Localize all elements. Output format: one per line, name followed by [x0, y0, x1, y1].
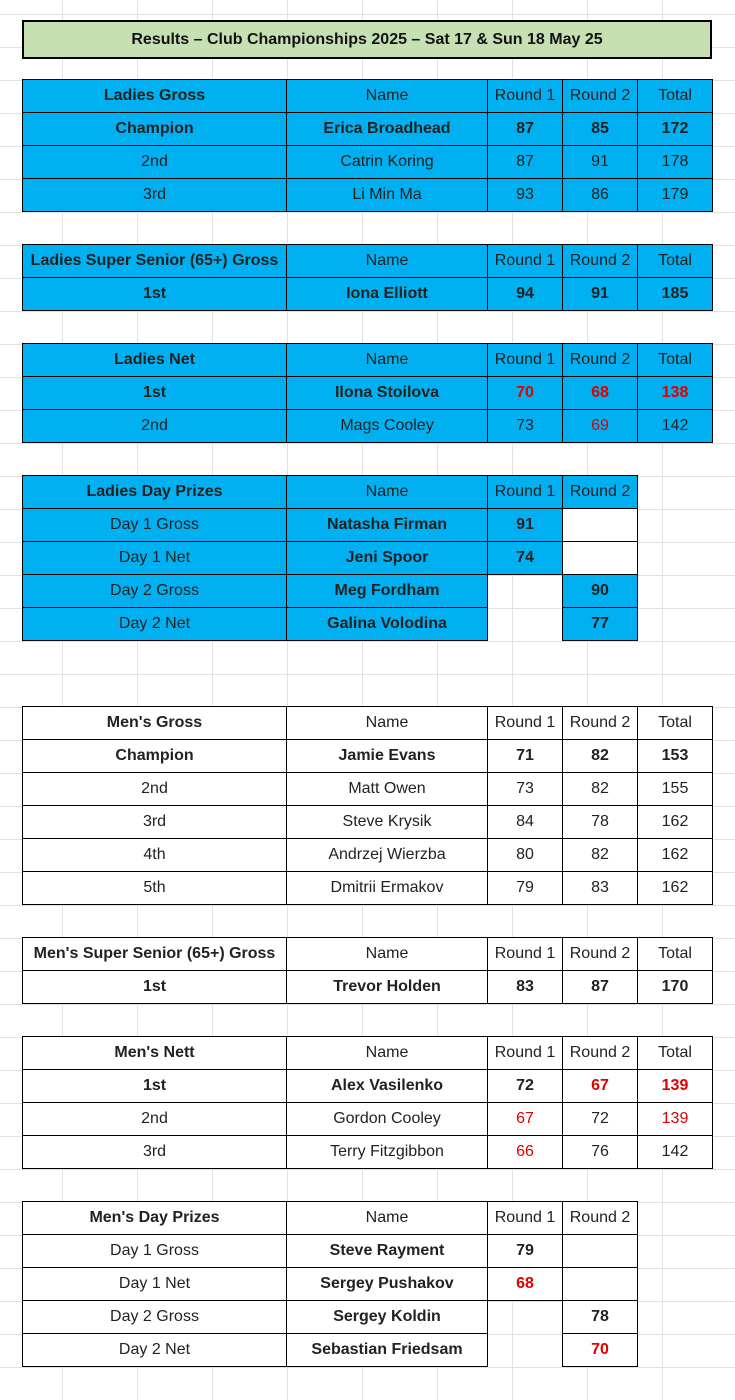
cell-category: 2nd [23, 410, 287, 443]
table-row [23, 839, 713, 872]
ladies-day-prizes-table [22, 475, 713, 641]
cell-round-2: 83 [563, 872, 638, 905]
table-row [23, 1235, 713, 1268]
table-row [23, 1136, 713, 1169]
table-header-row [23, 938, 713, 971]
cell-total: 162 [638, 839, 713, 872]
cell-total: 139 [638, 1070, 713, 1103]
header-round-2: Round 2 [563, 1202, 638, 1235]
cell-round-2: 90 [563, 575, 638, 608]
header-round-2: Round 2 [563, 938, 638, 971]
blank-score-cell [563, 1268, 638, 1301]
table-header-row [23, 476, 713, 509]
mens-super-senior-gross-table [22, 937, 713, 1004]
cell-name: Iona Elliott [287, 278, 488, 311]
cell-category: 2nd [23, 146, 287, 179]
empty-cell [638, 1301, 713, 1334]
cell-category: 1st [23, 377, 287, 410]
cell-name: Catrin Koring [287, 146, 488, 179]
cell-total: 142 [638, 1136, 713, 1169]
cell-total: 139 [638, 1103, 713, 1136]
cell-total: 178 [638, 146, 713, 179]
cell-round-2: 82 [563, 740, 638, 773]
cell-round-1: 93 [488, 179, 563, 212]
cell-total: 172 [638, 113, 713, 146]
table-row [23, 806, 713, 839]
table-row [23, 1301, 713, 1334]
cell-category: Champion [23, 113, 287, 146]
header-name: Name [287, 344, 488, 377]
table-row [23, 740, 713, 773]
mens-nett-table [22, 1036, 713, 1169]
header-total: Total [638, 80, 713, 113]
empty-cell [638, 1334, 713, 1367]
table-row [23, 542, 713, 575]
table-row [23, 1070, 713, 1103]
table-row [23, 1334, 713, 1367]
mens-gross-table [22, 706, 713, 905]
cell-name: Mags Cooley [287, 410, 488, 443]
table-row [23, 1103, 713, 1136]
cell-category: 1st [23, 278, 287, 311]
table-header-row [23, 1202, 713, 1235]
table-header-row [23, 344, 713, 377]
blank-score-cell [488, 1334, 563, 1367]
table-row [23, 377, 713, 410]
page-title: Results – Club Championships 2025 – Sat 17 & Sun 18 May 25 [22, 20, 712, 59]
cell-round-2: 72 [563, 1103, 638, 1136]
cell-category: Day 2 Gross [23, 1301, 287, 1334]
cell-category: 2nd [23, 1103, 287, 1136]
blank-score-cell [563, 509, 638, 542]
header-name: Name [287, 1202, 488, 1235]
cell-round-1: 94 [488, 278, 563, 311]
cell-round-1: 73 [488, 773, 563, 806]
table-row [23, 1268, 713, 1301]
table-header-row [23, 245, 713, 278]
blank-score-cell [488, 1301, 563, 1334]
cell-round-2: 91 [563, 146, 638, 179]
header-round-2: Round 2 [563, 344, 638, 377]
cell-round-2: 67 [563, 1070, 638, 1103]
cell-round-1: 74 [488, 542, 563, 575]
cell-round-2: 70 [563, 1334, 638, 1367]
cell-category: Day 1 Net [23, 1268, 287, 1301]
table-header-row [23, 707, 713, 740]
cell-round-1: 87 [488, 113, 563, 146]
header-category: Ladies Super Senior (65+) Gross [23, 245, 287, 278]
header-category: Men's Nett [23, 1037, 287, 1070]
cell-total: 170 [638, 971, 713, 1004]
cell-name: Steve Krysik [287, 806, 488, 839]
empty-cell [638, 1235, 713, 1268]
cell-total: 155 [638, 773, 713, 806]
cell-name: Steve Rayment [287, 1235, 488, 1268]
empty-cell [638, 575, 713, 608]
cell-category: 3rd [23, 179, 287, 212]
table-row [23, 971, 713, 1004]
cell-round-2: 68 [563, 377, 638, 410]
cell-round-1: 67 [488, 1103, 563, 1136]
cell-name: Galina Volodina [287, 608, 488, 641]
empty-cell [638, 509, 713, 542]
cell-round-1: 80 [488, 839, 563, 872]
header-round-1: Round 1 [488, 344, 563, 377]
header-category: Men's Day Prizes [23, 1202, 287, 1235]
header-round-2: Round 2 [563, 707, 638, 740]
cell-round-2: 87 [563, 971, 638, 1004]
cell-total: 142 [638, 410, 713, 443]
cell-round-1: 66 [488, 1136, 563, 1169]
header-name: Name [287, 938, 488, 971]
cell-round-2: 85 [563, 113, 638, 146]
cell-category: 2nd [23, 773, 287, 806]
header-total: Total [638, 938, 713, 971]
cell-round-1: 72 [488, 1070, 563, 1103]
header-category: Men's Super Senior (65+) Gross [23, 938, 287, 971]
cell-name: Sergey Koldin [287, 1301, 488, 1334]
cell-name: Jeni Spoor [287, 542, 488, 575]
cell-round-1: 71 [488, 740, 563, 773]
ladies-gross-table [22, 79, 713, 212]
cell-round-1: 84 [488, 806, 563, 839]
cell-name: Meg Fordham [287, 575, 488, 608]
table-row [23, 278, 713, 311]
cell-name: Terry Fitzgibbon [287, 1136, 488, 1169]
cell-round-2: 82 [563, 773, 638, 806]
header-round-1: Round 1 [488, 80, 563, 113]
cell-category: Day 1 Gross [23, 1235, 287, 1268]
cell-category: 3rd [23, 806, 287, 839]
cell-category: 4th [23, 839, 287, 872]
header-round-1: Round 1 [488, 476, 563, 509]
cell-category: Champion [23, 740, 287, 773]
cell-total: 162 [638, 872, 713, 905]
empty-cell [638, 1268, 713, 1301]
empty-cell [638, 608, 713, 641]
header-category: Ladies Net [23, 344, 287, 377]
cell-round-1: 79 [488, 872, 563, 905]
header-name: Name [287, 1037, 488, 1070]
header-total: Total [638, 344, 713, 377]
table-row [23, 113, 713, 146]
cell-total: 185 [638, 278, 713, 311]
header-total: Total [638, 245, 713, 278]
cell-category: Day 1 Gross [23, 509, 287, 542]
cell-name: Jamie Evans [287, 740, 488, 773]
header-round-1: Round 1 [488, 707, 563, 740]
blank-score-cell [488, 575, 563, 608]
cell-category: 1st [23, 971, 287, 1004]
cell-name: Sebastian Friedsam [287, 1334, 488, 1367]
cell-round-2: 91 [563, 278, 638, 311]
empty-cell [638, 1202, 713, 1235]
cell-category: Day 1 Net [23, 542, 287, 575]
table-row [23, 509, 713, 542]
cell-round-1: 68 [488, 1268, 563, 1301]
header-category: Men's Gross [23, 707, 287, 740]
cell-total: 179 [638, 179, 713, 212]
header-name: Name [287, 707, 488, 740]
ladies-super-senior-gross-table [22, 244, 713, 311]
cell-name: Trevor Holden [287, 971, 488, 1004]
cell-total: 162 [638, 806, 713, 839]
cell-category: 5th [23, 872, 287, 905]
table-row [23, 773, 713, 806]
table-row [23, 872, 713, 905]
blank-score-cell [563, 542, 638, 575]
header-name: Name [287, 245, 488, 278]
empty-cell [638, 476, 713, 509]
cell-round-1: 91 [488, 509, 563, 542]
header-total: Total [638, 1037, 713, 1070]
cell-name: Erica Broadhead [287, 113, 488, 146]
ladies-net-table [22, 343, 713, 443]
cell-round-1: 73 [488, 410, 563, 443]
cell-round-1: 87 [488, 146, 563, 179]
header-round-1: Round 1 [488, 938, 563, 971]
header-name: Name [287, 476, 488, 509]
cell-category: 1st [23, 1070, 287, 1103]
cell-round-2: 78 [563, 1301, 638, 1334]
cell-category: Day 2 Net [23, 1334, 287, 1367]
mens-day-prizes-table [22, 1201, 713, 1367]
cell-round-2: 77 [563, 608, 638, 641]
cell-category: Day 2 Net [23, 608, 287, 641]
table-row [23, 146, 713, 179]
cell-name: Ilona Stoilova [287, 377, 488, 410]
cell-name: Alex Vasilenko [287, 1070, 488, 1103]
header-category: Ladies Day Prizes [23, 476, 287, 509]
cell-round-2: 69 [563, 410, 638, 443]
cell-round-2: 82 [563, 839, 638, 872]
table-row [23, 179, 713, 212]
table-header-row [23, 80, 713, 113]
header-round-1: Round 1 [488, 1202, 563, 1235]
table-row [23, 575, 713, 608]
table-header-row [23, 1037, 713, 1070]
cell-name: Li Min Ma [287, 179, 488, 212]
cell-round-1: 83 [488, 971, 563, 1004]
cell-name: Gordon Cooley [287, 1103, 488, 1136]
header-category: Ladies Gross [23, 80, 287, 113]
header-round-2: Round 2 [563, 245, 638, 278]
cell-name: Andrzej Wierzba [287, 839, 488, 872]
cell-name: Sergey Pushakov [287, 1268, 488, 1301]
empty-cell [638, 542, 713, 575]
header-name: Name [287, 80, 488, 113]
cell-category: Day 2 Gross [23, 575, 287, 608]
header-round-1: Round 1 [488, 1037, 563, 1070]
header-total: Total [638, 707, 713, 740]
header-round-2: Round 2 [563, 476, 638, 509]
cell-round-2: 78 [563, 806, 638, 839]
cell-name: Dmitrii Ermakov [287, 872, 488, 905]
cell-total: 138 [638, 377, 713, 410]
cell-name: Matt Owen [287, 773, 488, 806]
cell-name: Natasha Firman [287, 509, 488, 542]
header-round-1: Round 1 [488, 245, 563, 278]
cell-round-1: 79 [488, 1235, 563, 1268]
cell-round-1: 70 [488, 377, 563, 410]
cell-total: 153 [638, 740, 713, 773]
blank-score-cell [563, 1235, 638, 1268]
cell-category: 3rd [23, 1136, 287, 1169]
table-row [23, 608, 713, 641]
header-round-2: Round 2 [563, 1037, 638, 1070]
table-row [23, 410, 713, 443]
cell-round-2: 86 [563, 179, 638, 212]
header-round-2: Round 2 [563, 80, 638, 113]
cell-round-2: 76 [563, 1136, 638, 1169]
blank-score-cell [488, 608, 563, 641]
